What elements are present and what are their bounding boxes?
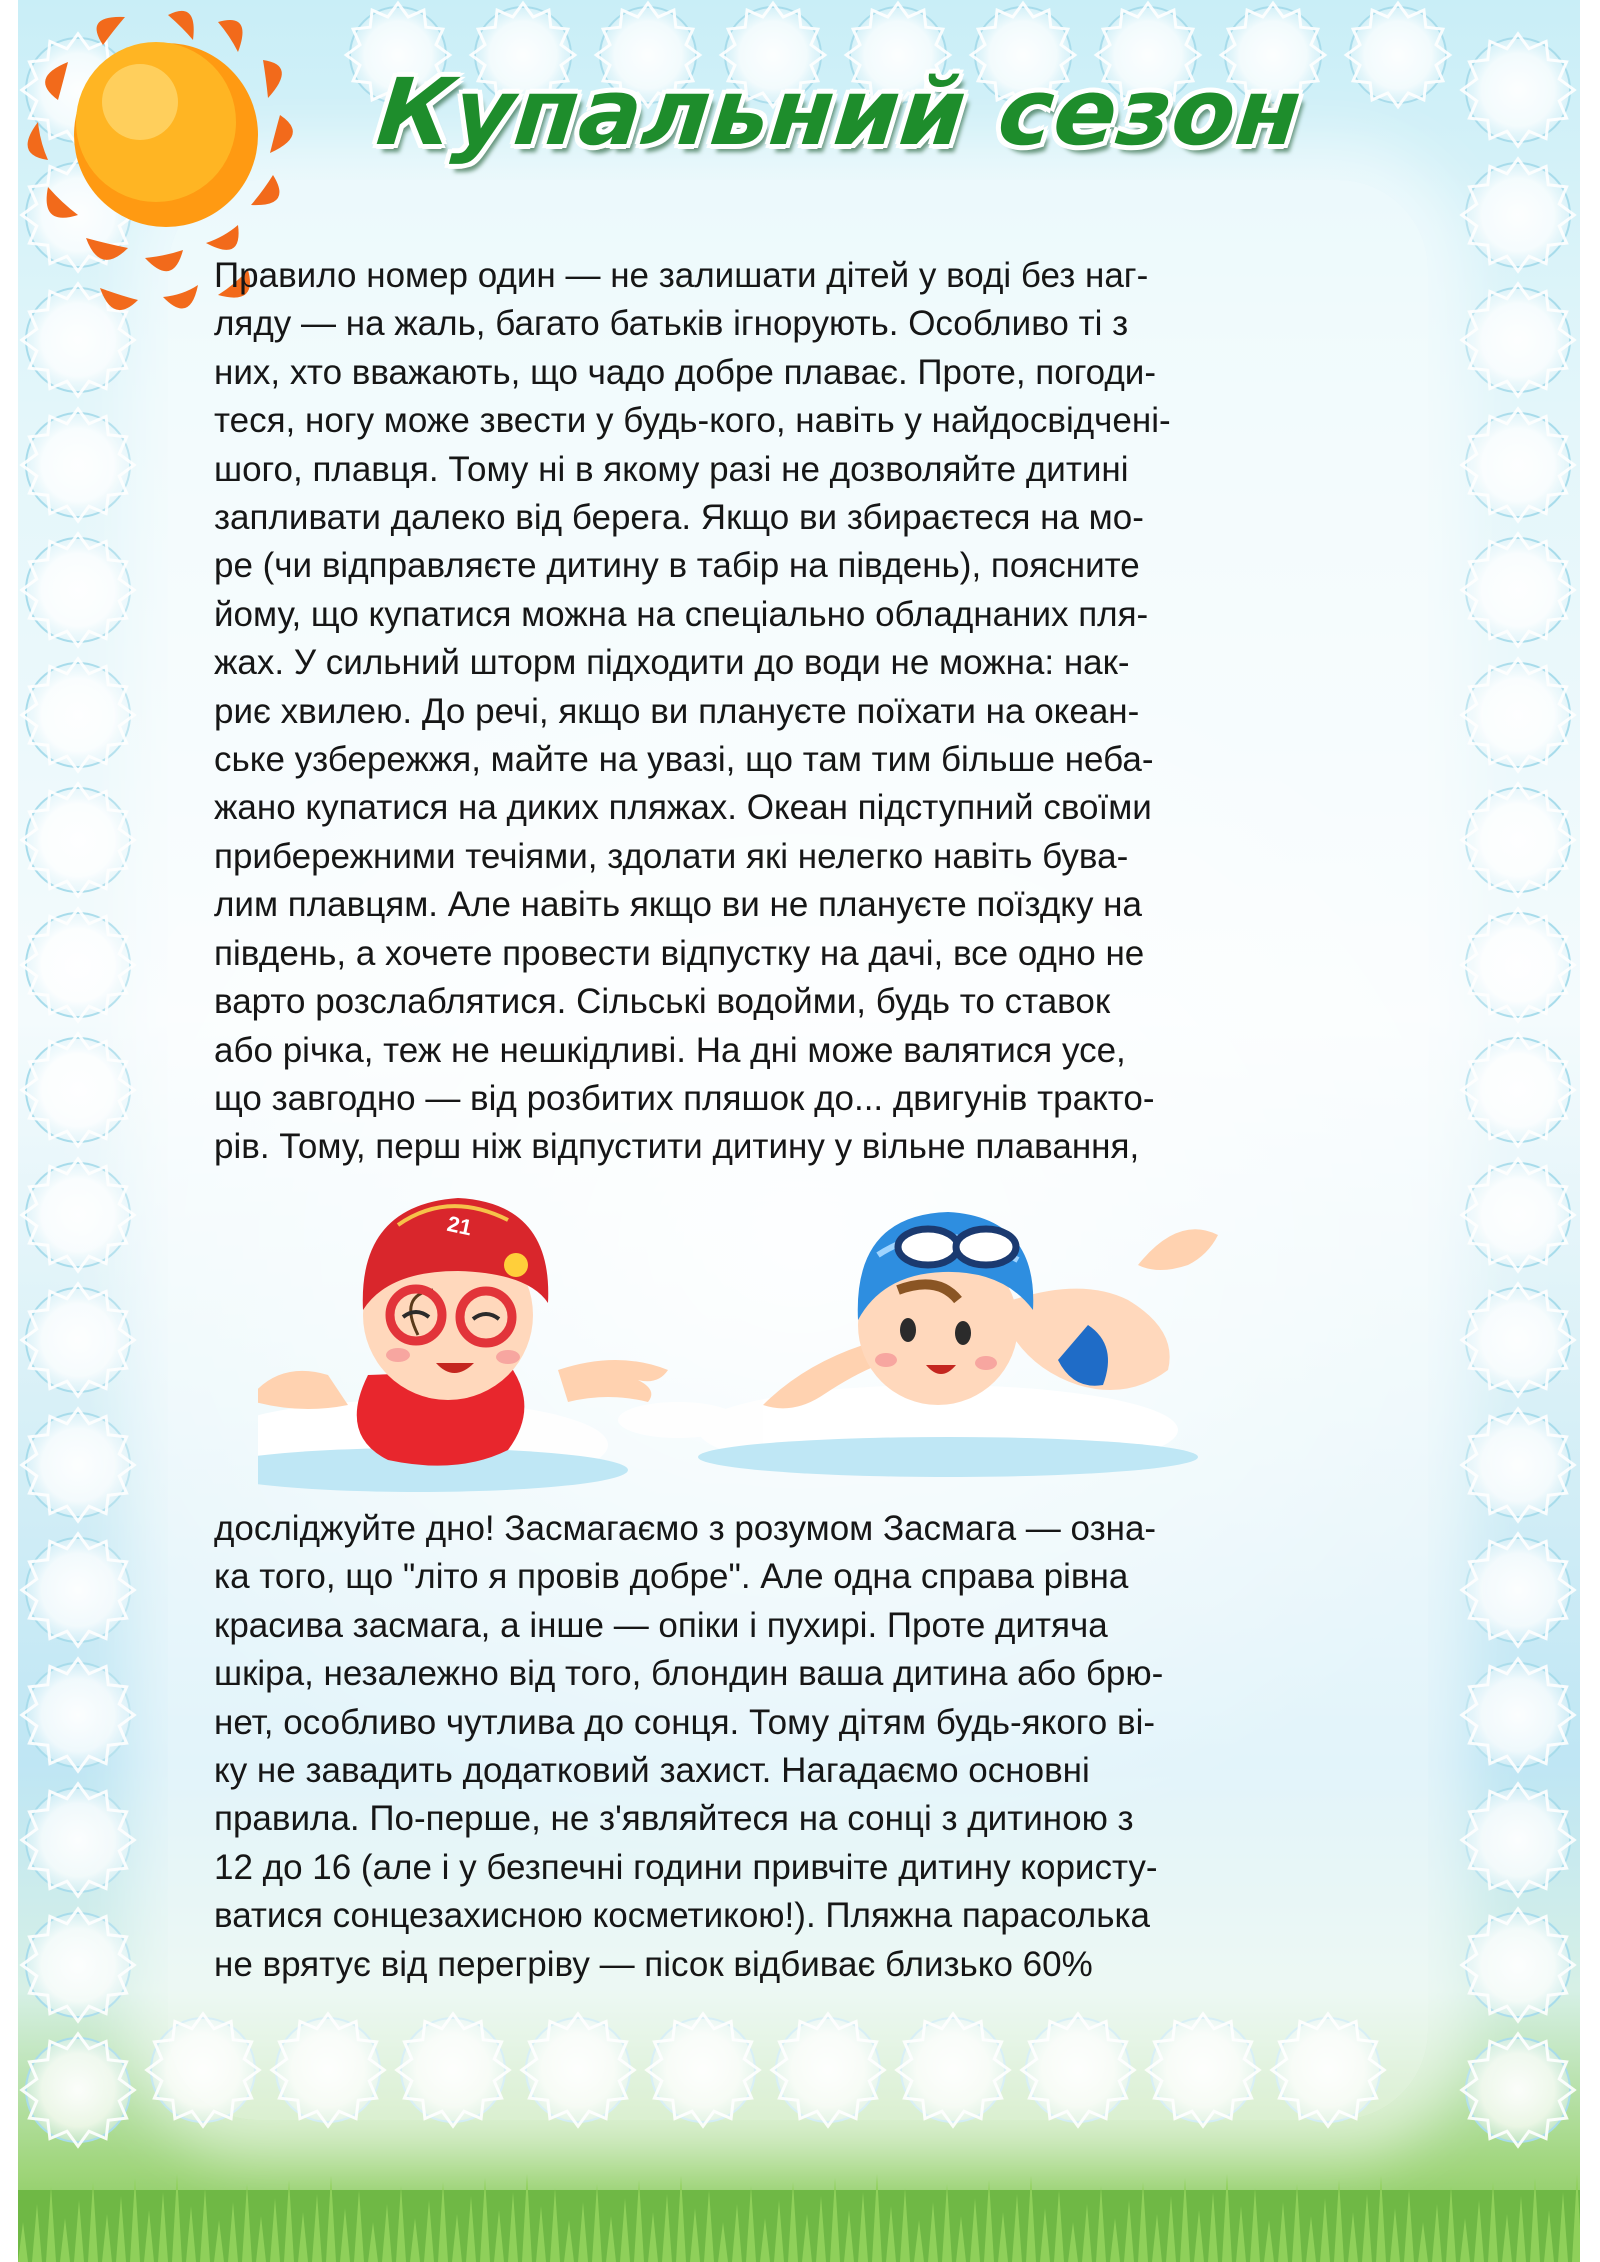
ornament-circle [1466,538,1570,642]
article-text-top [214,252,1171,1172]
ornament-circle [1466,913,1570,1017]
text-line: Правило номер один — не залишати дітей у воді без наг- [214,256,1149,295]
text-line: що завгодно — від розбитих пляшок до... двигунів тракто- [214,1078,1155,1118]
text-line: риє хвилею. До речі, якщо ви плануєте поїхати на океан- [214,691,1140,731]
text-line: 12 до 16 (але і у безпечні години привчіте дитину користу- [214,1847,1158,1887]
ornament-circle [26,1163,130,1267]
text-line: йому, що купатися можна на спеціально обладнаних пля- [214,594,1149,634]
text-line: ватися сонцезахисною косметикою!). Пляжна парасолька [214,1896,1150,1936]
boy-swimmer [763,1212,1218,1408]
ornament-circle [1466,1288,1570,1392]
text-line: жах. У сильний шторм підходити до води не можна: нак- [214,643,1130,683]
ornament-circle [26,538,130,642]
text-line: рів. Тому, перш ніж відпустити дитину у вільне плавання, [214,1127,1140,1167]
text-line: досліджуйте дно! Засмагаємо з розумом Засмага — озна- [214,1509,1157,1548]
swim-cap-number: 21 [444,1210,475,1241]
ornament-circle [26,913,130,1017]
text-line: них, хто вважають, що чадо добре плаває. Проте, погоди- [214,352,1157,392]
ornament-circle [26,2038,130,2142]
article-text-bottom [214,1505,1163,1989]
ornament-circle [26,1038,130,1142]
text-line: ре (чи відправляєте дитину в табір на південь), поясните [214,546,1140,586]
ornament-circle [26,1913,130,2017]
text-line: варто розслаблятися. Сільські водойми, будь то ставок [214,982,1111,1022]
ornament-circle [26,1288,130,1392]
text-line: ське узбережжя, майте на увазі, що там тим більше неба- [214,740,1154,780]
ornament-circle [1466,1038,1570,1142]
ornament-circle [26,788,130,892]
ornament-circle [26,413,130,517]
ornament-circle [1466,163,1570,267]
text-line: нет, особливо чутлива до сонця. Тому дітям будь-якого ві- [214,1702,1156,1742]
ornament-circle [26,1413,130,1517]
ornament-circle [1466,1538,1570,1642]
grass-decoration [18,2150,1580,2262]
text-line: ляду — на жаль, багато батьків ігнорують. Особливо ті з [214,304,1129,344]
text-line: лим плавцям. Але навіть якщо ви не плануєте поїздку на [214,885,1142,925]
text-line: прибережними течіями, здолати які нелегко навіть бува- [214,836,1129,876]
ornament-circle [1466,1413,1570,1517]
text-line: або річка, теж не нешкідливі. На дні може валятися усе, [214,1030,1126,1070]
text-line: ка того, що "літо я провів добре". Але одна справа рівна [214,1557,1129,1597]
ornament-circle [1466,1163,1570,1267]
ornament-circle [1466,1663,1570,1767]
poster-page [18,0,1580,2262]
ornament-circle [1466,663,1570,767]
ornament-circle [1466,788,1570,892]
ornament-circle [1466,1913,1570,2017]
text-line: правила. По-перше, не з'являйтеся на сонці з дитиною з [214,1799,1134,1839]
ornament-circle [26,1788,130,1892]
ornament-circle [1466,38,1570,142]
text-line: шкіра, незалежно від того, блондин ваша дитина або брю- [214,1654,1164,1694]
ornament-circle [26,1663,130,1767]
ornament-circle [1466,288,1570,392]
text-line: теся, ногу може звести у будь-кого, навіть у найдосвідчені- [214,401,1171,441]
ornament-circle [1350,7,1446,103]
ornament-circle [26,1538,130,1642]
text-line: запливати далеко від берега. Якщо ви збираєтеся на мо- [214,498,1144,538]
ornament-circle [1466,413,1570,517]
text-line: не врятує від перегріву — пісок відбиває близько 60% [214,1944,1093,1984]
text-line: жано купатися на диких пляжах. Океан підступний своїми [214,788,1152,828]
text-line: ку не завадить додатковий захист. Нагадаємо основні [214,1751,1090,1791]
ornament-circle [1466,2038,1570,2142]
page-title: Купальний сезон [372,59,1307,166]
ornament-circle [1466,1788,1570,1892]
text-line: південь, а хочете провести відпустку на дачі, все одно не [214,933,1145,973]
ornament-circle [26,663,130,767]
text-line: шого, плавця. Тому ні в якому разі не дозволяйте дитині [214,449,1129,489]
swimming-children-illustration [258,1195,1258,1510]
text-line: красива засмага, а інше — опіки і пухирі. Проте дитяча [214,1605,1108,1645]
